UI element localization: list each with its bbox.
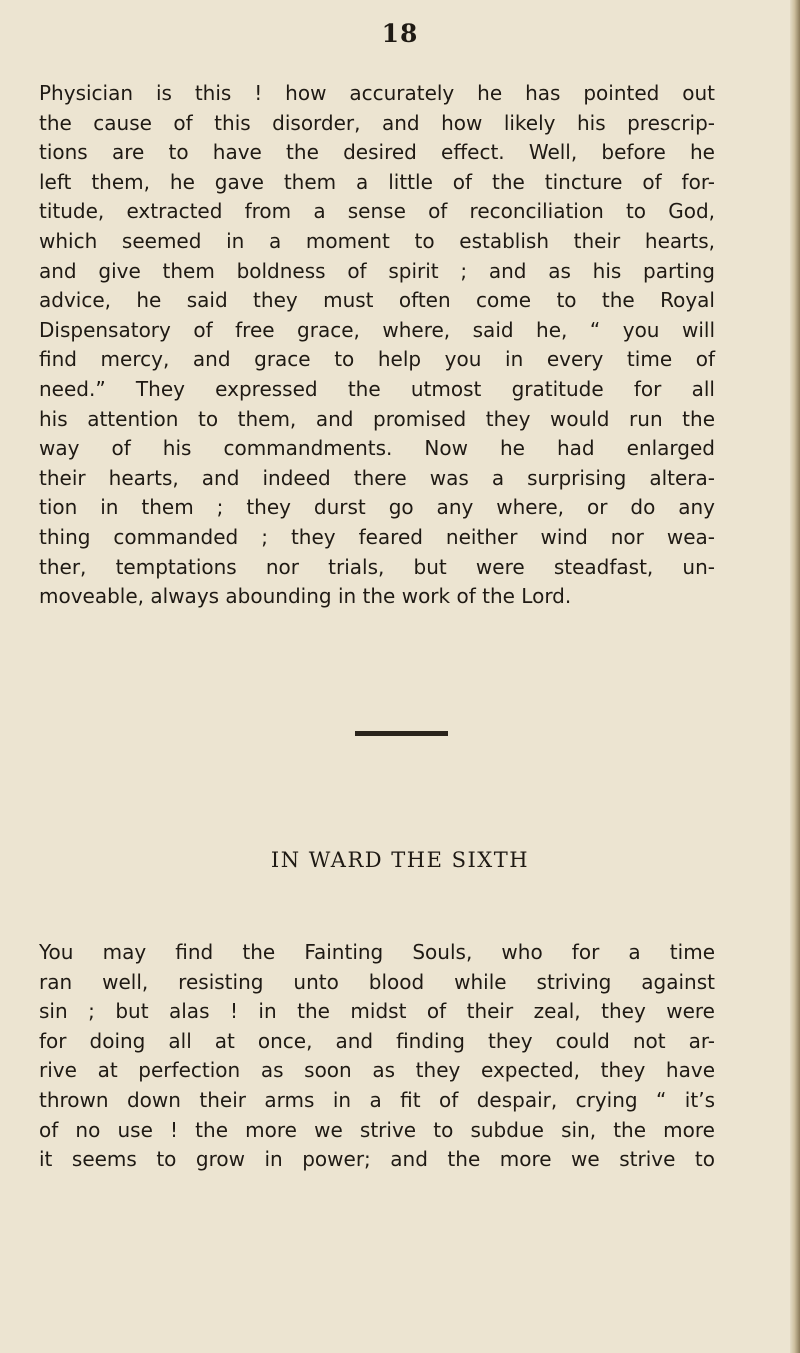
text-line: You may find the Fainting Souls, who for a time xyxy=(39,940,715,964)
section-heading: IN WARD THE SIXTH xyxy=(270,848,530,872)
text-line: need.” They expressed the utmost gratitude for all xyxy=(39,376,715,401)
text-line: Physician is this ! how accurately he has pointed out xyxy=(39,81,715,105)
text-line: it seems to grow in power; and the more we strive to xyxy=(39,1147,715,1172)
text-line: the cause of this disorder, and how likely his prescrip- xyxy=(39,110,715,135)
text-line: ran well, resisting unto blood while striving against xyxy=(39,969,715,994)
text-line: for doing all at once, and finding they could not ar- xyxy=(39,1028,715,1053)
text-line: their hearts, and indeed there was a surprising altera- xyxy=(39,465,715,490)
paragraph-1 xyxy=(39,79,715,612)
text-line: rive at perfection as soon as they expected, they have xyxy=(39,1058,715,1083)
text-line: left them, he gave them a little of the tincture of for- xyxy=(39,169,715,194)
text-line: sin ; but alas ! in the midst of their zeal, they were xyxy=(39,999,715,1024)
text-line: thrown down their arms in a fit of despair, crying “ it’s xyxy=(39,1087,715,1112)
text-line: advice, he said they must often come to the Royal xyxy=(39,288,715,313)
page-edge xyxy=(790,0,800,1353)
paragraph-2 xyxy=(39,938,715,1175)
text-line: find mercy, and grace to help you in every time of xyxy=(39,347,715,372)
text-line: titude, extracted from a sense of reconciliation to God, xyxy=(39,199,715,224)
text-line: Dispensatory of free grace, where, said he, “ you will xyxy=(39,317,715,342)
text-line: way of his commandments. Now he had enlarged xyxy=(39,436,715,461)
text-line: and give them boldness of spirit ; and as his parting xyxy=(39,258,715,283)
text-line: ther, temptations nor trials, but were steadfast, un- xyxy=(39,554,715,579)
text-line: moveable, always abounding in the work of the Lord. xyxy=(39,584,572,609)
text-line: which seemed in a moment to establish their hearts, xyxy=(39,228,715,253)
page-number: 18 xyxy=(381,19,419,48)
text-line: his attention to them, and promised they would run the xyxy=(39,406,715,431)
section-divider xyxy=(355,731,448,736)
text-line: of no use ! the more we strive to subdue sin, the more xyxy=(39,1117,715,1142)
text-line: tions are to have the desired effect. Well, before he xyxy=(39,140,715,165)
text-line: thing commanded ; they feared neither wind nor wea- xyxy=(39,524,715,549)
text-line: tion in them ; they durst go any where, or do any xyxy=(39,495,715,520)
